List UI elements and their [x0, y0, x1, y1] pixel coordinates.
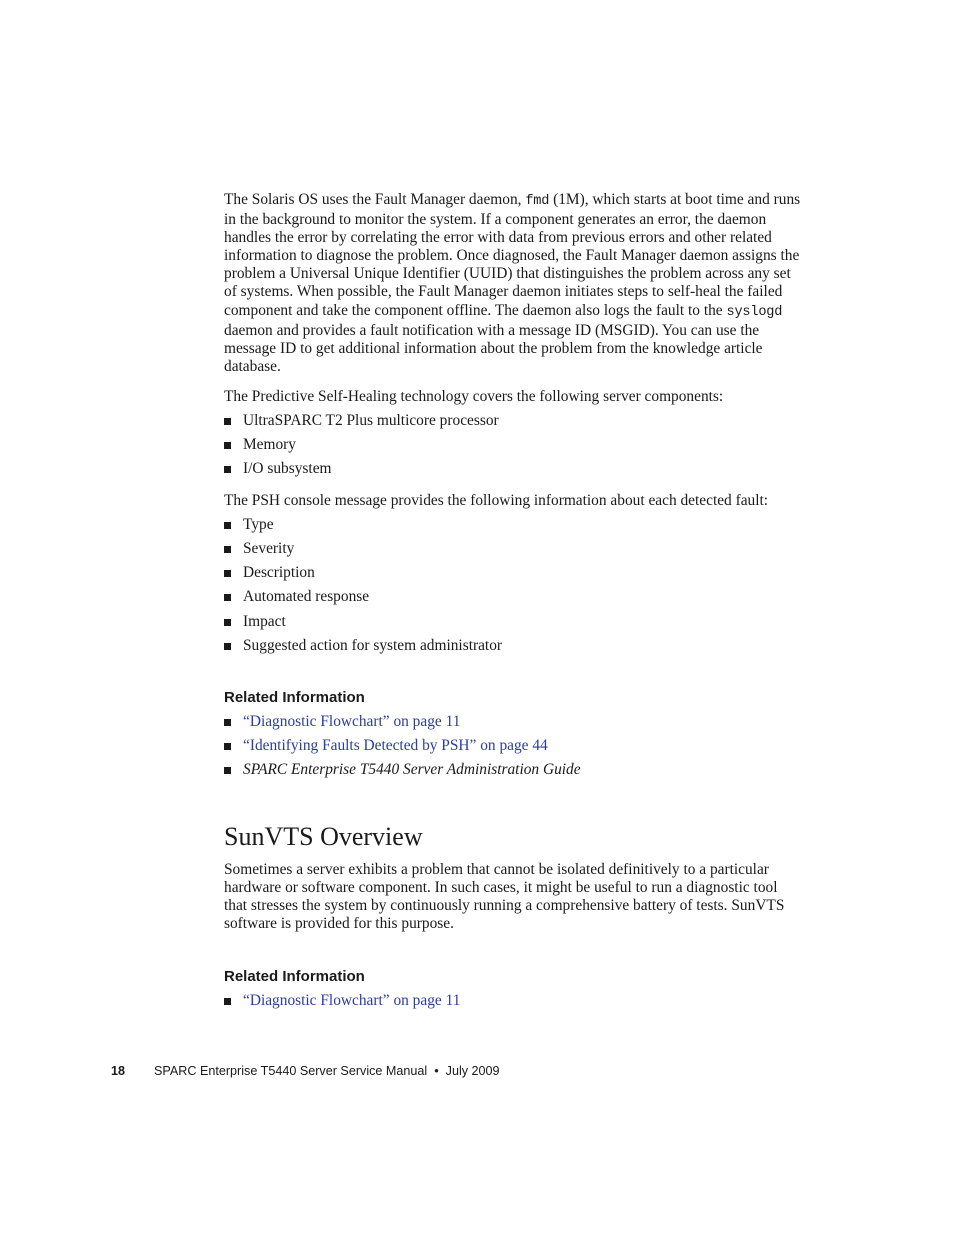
intro-paragraph: [224, 191, 804, 376]
syslogd-code: syslogd: [726, 304, 783, 320]
footer-separator: •: [434, 1064, 439, 1078]
bullet-square-icon: [224, 719, 231, 726]
bullet-square-icon: [224, 546, 231, 553]
fmd-code: fmd: [525, 194, 550, 209]
related-information-heading: Related Information: [224, 688, 365, 706]
list-item: Suggested action for system administrator: [224, 634, 804, 658]
bullet-square-icon: [224, 767, 231, 774]
bullet-square-icon: [224, 570, 231, 577]
components-list: [224, 409, 804, 482]
list-item: Type: [224, 513, 804, 537]
related-information-list: [224, 710, 804, 783]
section-title: SunVTS Overview: [224, 821, 423, 851]
bullet-square-icon: [224, 619, 231, 626]
list-item: [224, 989, 804, 1013]
list-item: Automated response: [224, 585, 804, 609]
bullet-square-icon: [224, 643, 231, 650]
psh-info-lead: The PSH console message provides the following information about each detected fault:: [224, 491, 769, 509]
sunvts-paragraph: Sometimes a server exhibits a problem that cannot be isolated definitively to a particular hardware or software component. In such cases, it might be useful to run a diagnostic tool that stresses the system by continuously running a comprehensive battery of tests. SunVTS software is provided for this purpose.: [224, 860, 785, 932]
components-lead: The Predictive Self-Healing technology covers the following server components:: [224, 387, 724, 405]
link-diagnostic-flowchart[interactable]: “Diagnostic Flowchart” on page 11: [243, 712, 461, 730]
link-identifying-faults-psh[interactable]: “Identifying Faults Detected by PSH” on page 44: [243, 737, 548, 755]
book-title: SPARC Enterprise T5440 Server Administration Guide: [243, 761, 581, 779]
bullet-square-icon: [224, 418, 231, 425]
intro-text-2: (1M), which starts at boot time and runs in the background to monitor the system. If a component generates an error, the daemon handles the error by correlating the error with data from previous errors and other related information to diagnose the problem. Once diagnosed, the Fault Manager daemon assigns the problem a Universal Unique Identifier (UUID) that distinguishes the problem across any set of systems. When possible, the Fault Manager daemon initiates steps to self-heal the failed component and take the component offline. The daemon also logs the fault to the: [224, 191, 801, 319]
list-item: UltraSPARC T2 Plus multicore processor: [224, 409, 804, 433]
related-information-heading: Related Information: [224, 967, 365, 985]
intro-text-1: The Solaris OS uses the Fault Manager daemon,: [224, 191, 526, 208]
link-diagnostic-flowchart[interactable]: “Diagnostic Flowchart” on page 11: [243, 991, 461, 1009]
page-number: 18: [111, 1064, 126, 1078]
bullet-square-icon: [224, 998, 231, 1005]
list-item: Impact: [224, 610, 804, 634]
list-item: [224, 710, 804, 734]
bullet-square-icon: [224, 594, 231, 601]
psh-info-list: [224, 513, 804, 658]
bullet-square-icon: [224, 522, 231, 529]
list-item: Memory: [224, 433, 804, 457]
publication-date: July 2009: [445, 1064, 500, 1078]
list-item: Description: [224, 561, 804, 585]
list-item: [224, 758, 804, 782]
intro-text-3: daemon and provides a fault notification with a message ID (MSGID). You can use the message ID to get additional information about the problem from the knowledge article database.: [224, 321, 763, 375]
bullet-square-icon: [224, 743, 231, 750]
related-information-list: [224, 989, 804, 1013]
page-content: [224, 191, 804, 1013]
page-footer: [111, 1063, 500, 1080]
list-item: [224, 734, 804, 758]
manual-title: SPARC Enterprise T5440 Server Service Manual: [154, 1064, 428, 1078]
bullet-square-icon: [224, 466, 231, 473]
bullet-square-icon: [224, 442, 231, 449]
list-item: I/O subsystem: [224, 457, 804, 481]
list-item: Severity: [224, 537, 804, 561]
